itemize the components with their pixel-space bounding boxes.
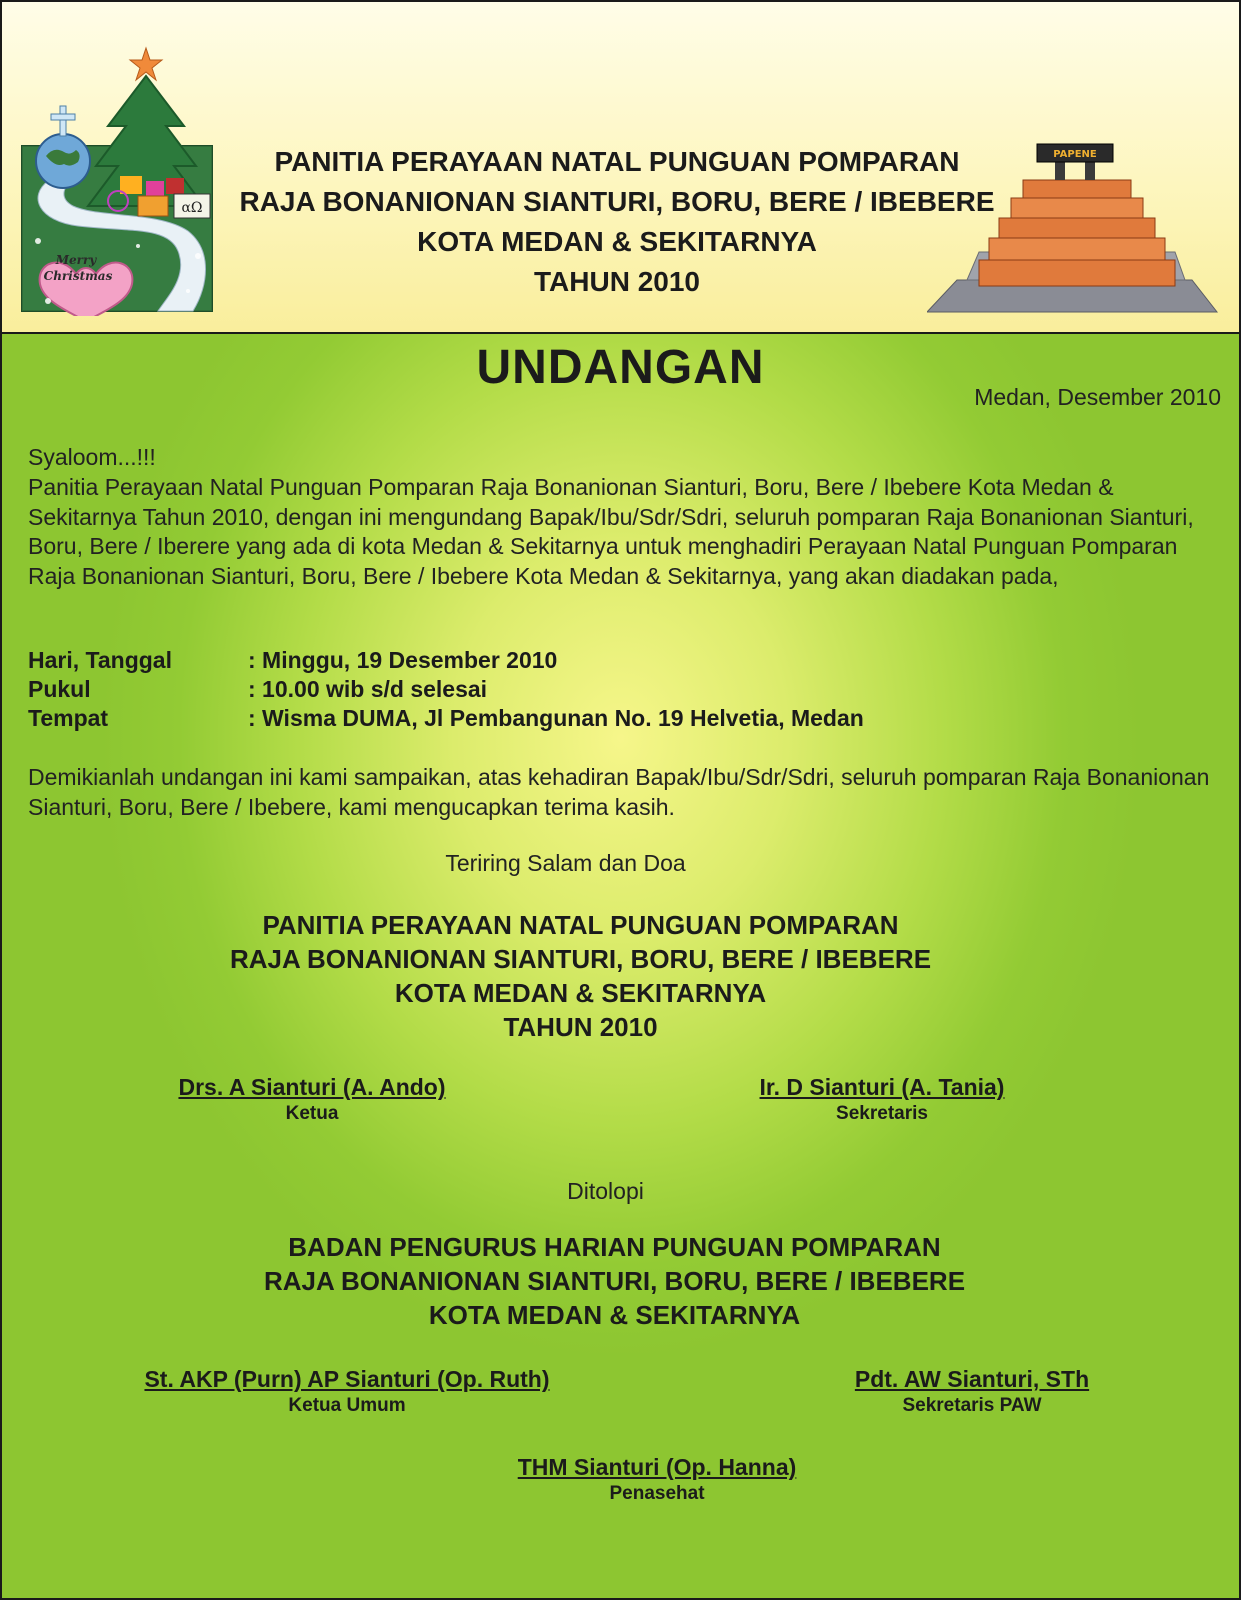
letter-closing-paragraph: Demikianlah undangan ini kami sampaikan, atas kehadiran Bapak/Ibu/Sdr/Sdri, seluruh pomparan Raja Bonanionan Sianturi, Boru, Bere / Ibebere, kami mengucapkan terima kasih. (28, 764, 1210, 820)
letter-greeting: Syaloom...!!! (28, 444, 156, 470)
signatory-advisor (467, 1454, 847, 1505)
signatory-secretary (702, 1074, 1062, 1125)
committee-line-2: RAJA BONANIONAN SIANTURI, BORU, BERE / IBEBERE (229, 944, 932, 974)
signatory-advisor-name: THM Sianturi (Op. Hanna) (517, 1454, 797, 1480)
signatory-chairman-name: St. AKP (Purn) AP Sianturi (Op. Ruth) (144, 1366, 550, 1392)
letter-intro-paragraph: Panitia Perayaan Natal Punguan Pomparan Raja Bonanionan Sianturi, Boru, Bere / Ibebere Kota Medan & Sekitarnya Tahun 2010, dengan ini mengundang Bapak/Ibu/Sdr/Sdri, seluruh pomparan Raja Bonanionan Sianturi, Boru, Bere / Iberere yang ada di kota Medan & Sekitarnya untuk menghadiri Perayaan Natal Punguan Pomparan Raja Bonanionan Sianturi, Boru, Bere / Ibebere Kota Medan & Sekitarnya, yang akan diadakan pada, (28, 474, 1194, 589)
detail-label-time: Pukul (28, 676, 91, 702)
letter-salutation: Teriring Salam dan Doa (445, 850, 686, 876)
signatory-chair-role: Ketua (285, 1103, 339, 1124)
signatory-secretary-role: Sekretaris (836, 1103, 928, 1124)
committee-line-3: KOTA MEDAN & SEKITARNYA (394, 978, 767, 1008)
monument-illustration (927, 142, 1222, 317)
letter-dateline: Medan, Desember 2010 (974, 384, 1221, 410)
heart-text-merry: Merry (55, 253, 97, 267)
signatory-chair-name: Drs. A Sianturi (A. Ando) (178, 1074, 446, 1100)
detail-value-time: : 10.00 wib s/d selesai (248, 676, 488, 702)
committee-line-1: PANITIA PERAYAAN NATAL PUNGUAN POMPARAN (262, 910, 899, 940)
signatory-paw-secretary-role: Sekretaris PAW (902, 1395, 1042, 1416)
detail-value-date: : Minggu, 19 Desember 2010 (248, 647, 558, 673)
signatory-advisor-role: Penasehat (609, 1483, 705, 1504)
detail-row-place (28, 705, 864, 732)
signatory-chair (132, 1074, 492, 1125)
board-block (0, 1230, 1233, 1332)
header-title (212, 142, 1022, 302)
committee-block (0, 908, 1199, 1044)
detail-value-place: : Wisma DUMA, Jl Pembangunan No. 19 Helvetia, Medan (248, 705, 864, 731)
signatory-chairman-role: Ketua Umum (288, 1395, 406, 1416)
signatory-paw-secretary-name: Pdt. AW Sianturi, STh (854, 1366, 1090, 1392)
book-icon-text: αΩ (181, 200, 203, 216)
header-title-line-1: PANITIA PERAYAAN NATAL PUNGUAN POMPARAN (274, 146, 960, 177)
header-title-line-2: RAJA BONANIONAN SIANTURI, BORU, BERE / IBEBERE (239, 186, 995, 217)
board-line-2: RAJA BONANIONAN SIANTURI, BORU, BERE / IBEBERE (263, 1266, 966, 1296)
header-banner (2, 2, 1239, 334)
heart-text-christmas: Christmas (43, 269, 113, 283)
detail-row-date (28, 647, 557, 674)
board-line-1: BADAN PENGURUS HARIAN PUNGUAN POMPARAN (288, 1232, 941, 1262)
board-line-3: KOTA MEDAN & SEKITARNYA (428, 1300, 801, 1330)
signatory-secretary-name: Ir. D Sianturi (A. Tania) (759, 1074, 1005, 1100)
committee-line-4: TAHUN 2010 (503, 1012, 658, 1042)
header-title-line-3: KOTA MEDAN & SEKITARNYA (417, 226, 817, 257)
signatory-chairman (102, 1366, 592, 1417)
monument-sign-text: PAPENE (1053, 149, 1097, 160)
board-intro: Ditolopi (567, 1178, 644, 1204)
letter-title: UNDANGAN (476, 341, 765, 394)
detail-label-place: Tempat (28, 705, 109, 731)
detail-label-date: Hari, Tanggal (28, 647, 172, 673)
signatory-paw-secretary (792, 1366, 1152, 1417)
detail-row-time (28, 676, 487, 703)
letter-body (2, 334, 1239, 1598)
header-title-line-4: TAHUN 2010 (534, 266, 700, 297)
christmas-illustration (18, 46, 218, 316)
